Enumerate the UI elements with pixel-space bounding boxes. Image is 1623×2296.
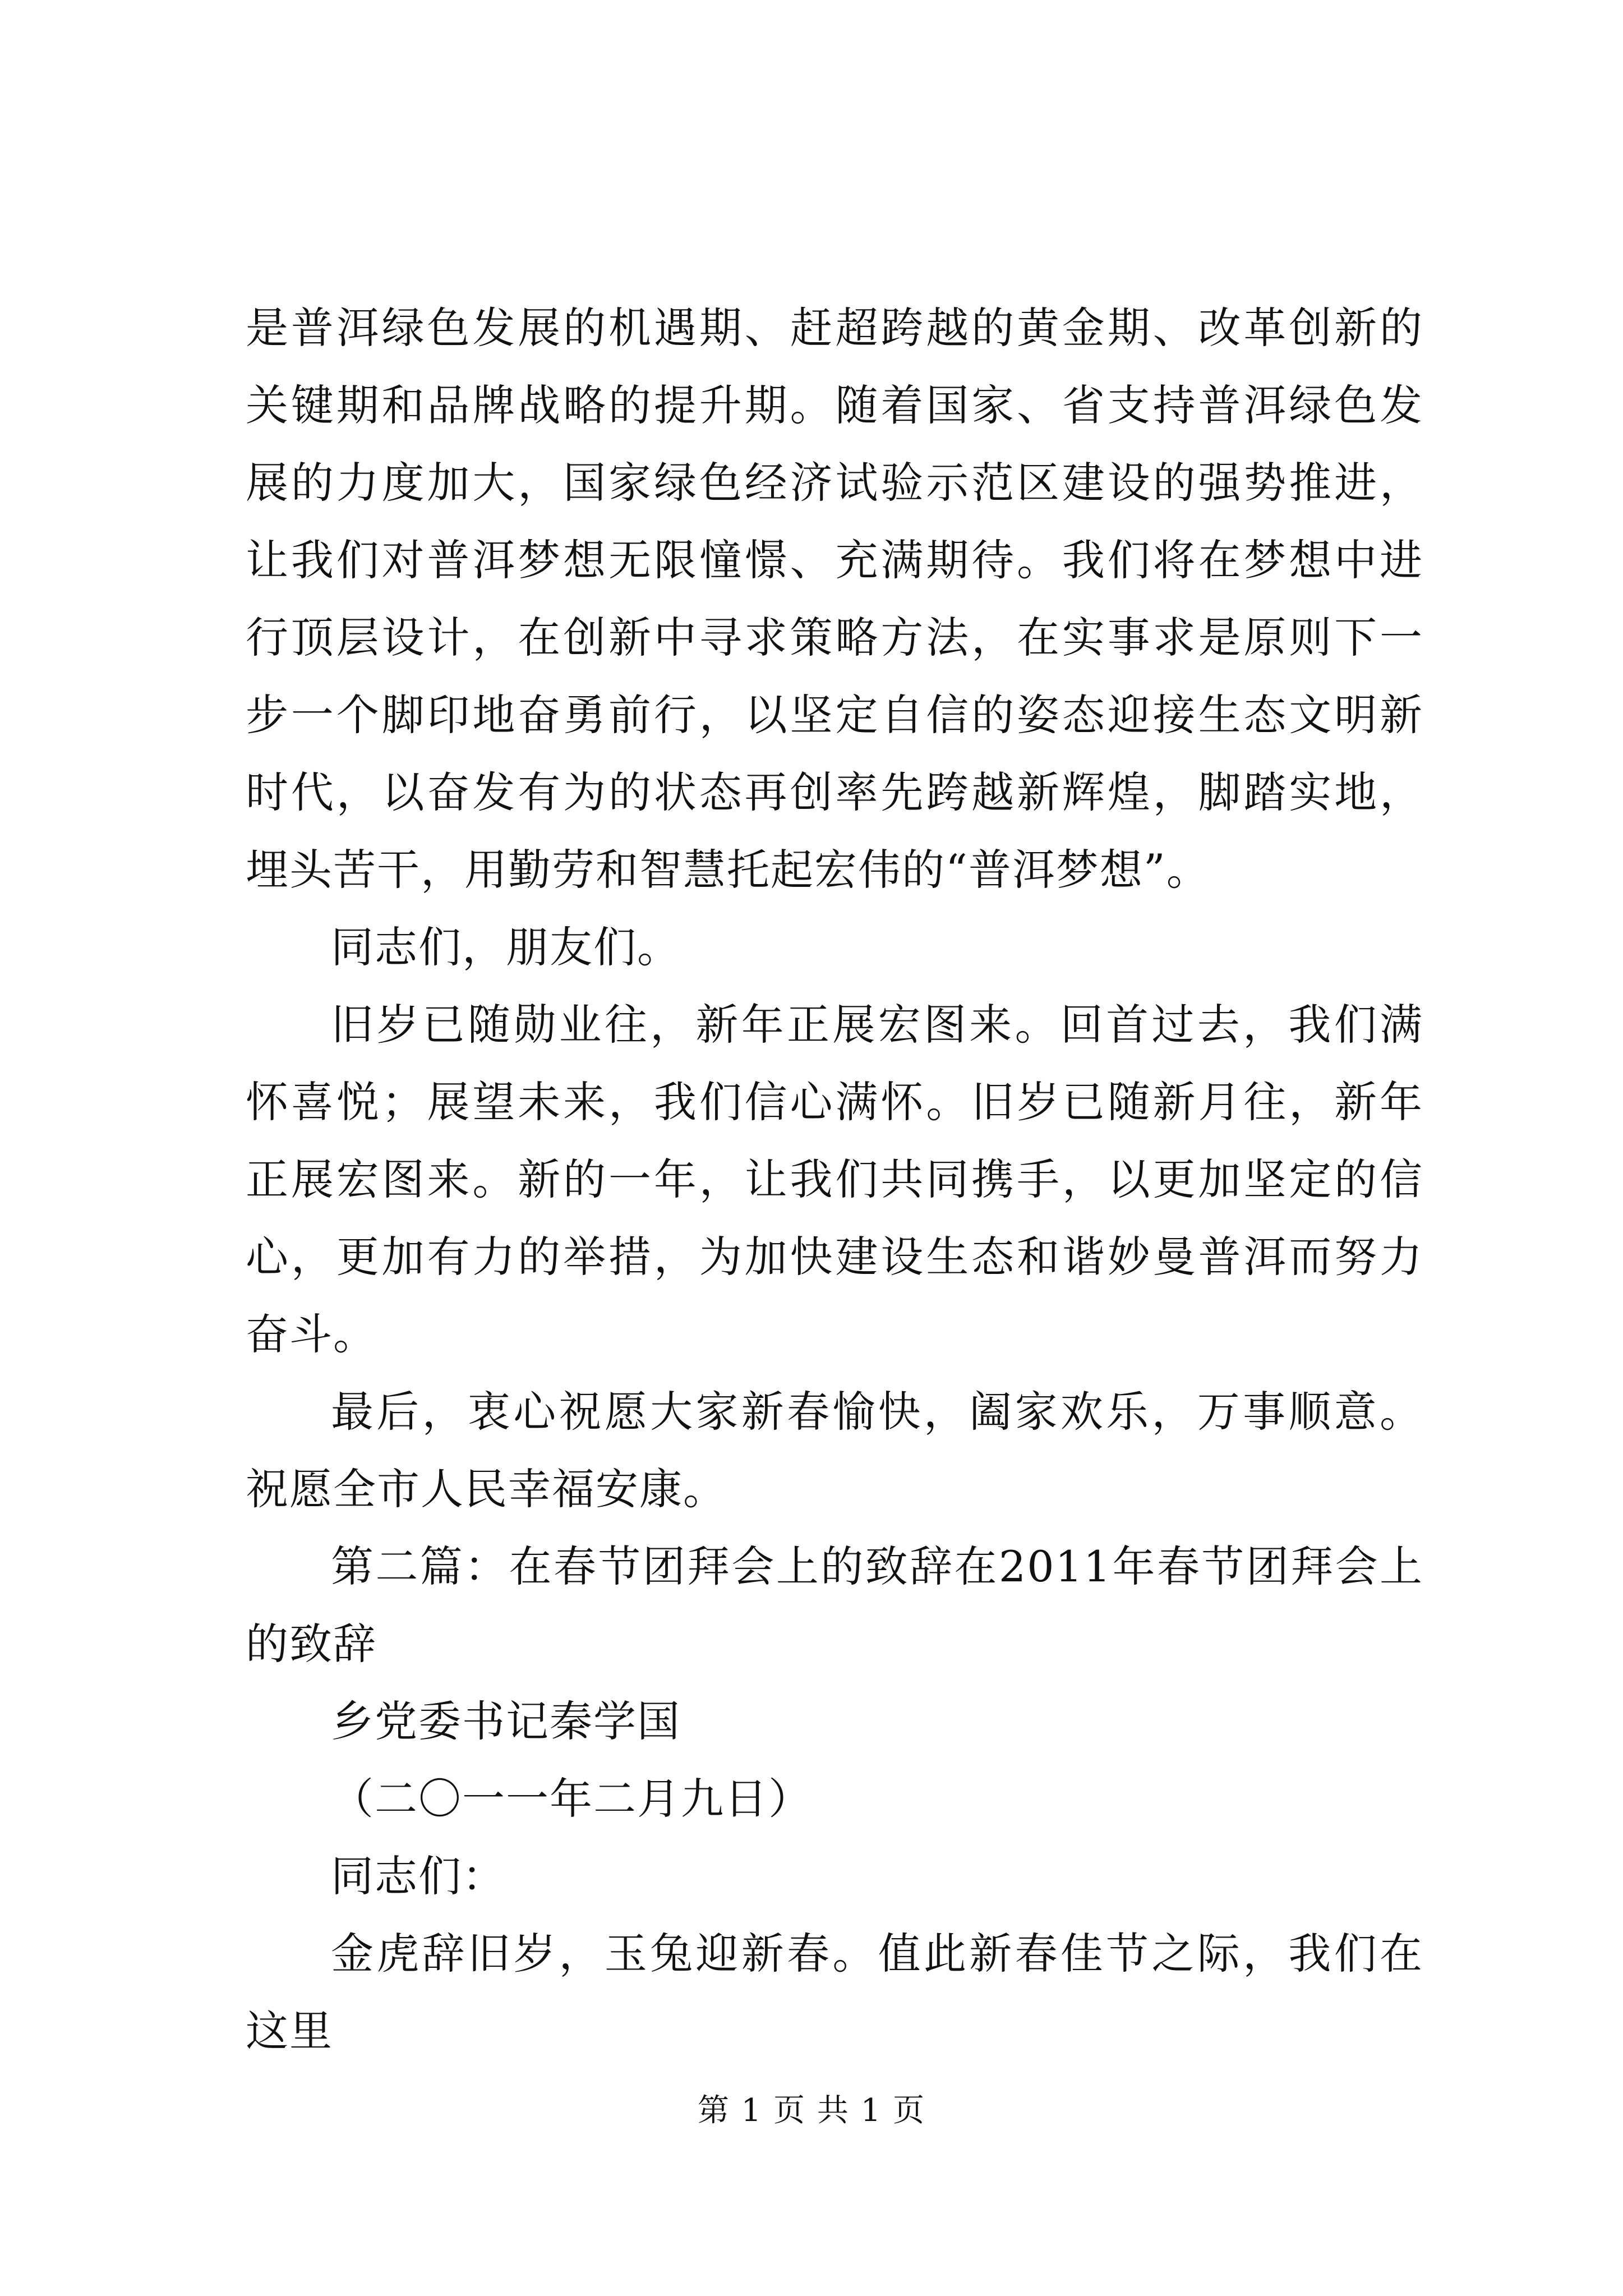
paragraph-4: 最后，衷心祝愿大家新春愉快，阖家欢乐，万事顺意。祝愿全市人民幸福安康。 <box>246 1387 1423 1514</box>
paragraph-6-author: 乡党委书记秦学国 <box>331 1696 681 1746</box>
paragraph-9: 金虎辞旧岁，玉兔迎新春。值此新春佳节之际，我们在这里 <box>246 1929 1423 2056</box>
paragraph-5-heading: 第二篇：在春节团拜会上的致辞在2011年春节团拜会上的致辞 <box>246 1542 1423 1669</box>
paragraph-3: 旧岁已随勋业往，新年正展宏图来。回首过去，我们满怀喜悦；展望未来，我们信心满怀。旧岁已随新月往，新年正展宏图来。新的一年，让我们共同携手，以更加坚定的信心，更加有力的举措，为加快建设生态和谐妙曼普洱而努力奋斗。 <box>246 1000 1423 1359</box>
paragraph-8-salutation: 同志们： <box>331 1851 506 1901</box>
paragraph-7-date: （二〇一一年二月九日） <box>331 1774 812 1824</box>
paragraph-2: 同志们，朋友们。 <box>331 922 681 972</box>
paragraph-1: 是普洱绿色发展的机遇期、赶超跨越的黄金期、改革创新的关键期和品牌战略的提升期。随着国家、省支持普洱绿色发展的力度加大，国家绿色经济试验示范区建设的强势推进，让我们对普洱梦想无限憧憬、充满期待。我们将在梦想中进行顶层设计，在创新中寻求策略方法，在实事求是原则下一步一个脚印地奋勇前行，以坚定自信的姿态迎接生态文明新时代，以奋发有为的状态再创率先跨越新辉煌，脚踏实地，埋头苦干，用勤劳和智慧托起宏伟的“普洱梦想”。 <box>246 303 1423 895</box>
document-body <box>246 289 1423 2070</box>
page-footer: 第 1 页 共 1 页 <box>697 2092 926 2129</box>
